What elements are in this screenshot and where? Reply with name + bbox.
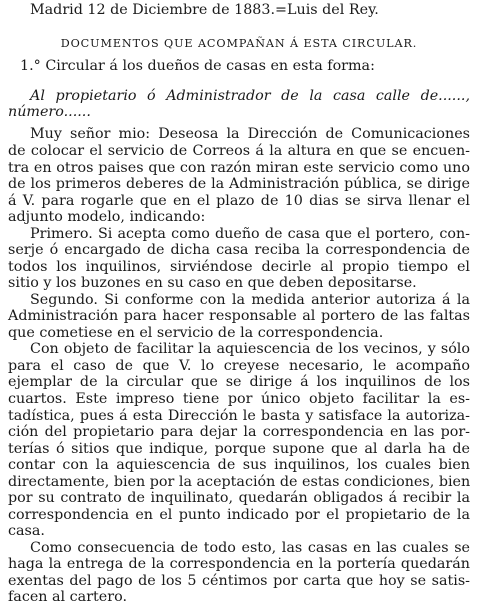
body-line: de los primeros deberes de la Administración pública, se dirige [8, 176, 470, 193]
body-line: facen al cartero. [8, 589, 127, 606]
body-line: por su contrato de inquilinato, quedarán obligados á recibir la [8, 490, 470, 507]
body-line: á V. para rogarle que en el plazo de 10 dias se sirva llenar el [8, 192, 470, 209]
body-line: para el caso de que V. lo creyese necesario, le acompaño [8, 357, 470, 374]
body-line: Primero. Si acepta como dueño de casa que el portero, con- [30, 225, 470, 242]
dateline: Madrid 12 de Diciembre de 1883.=Luis del Rey. [30, 1, 379, 18]
address-line: Al propietario ó Administrador de la casa calle de......, [30, 87, 470, 104]
body-line: todos los inquilinos, sirviéndose decirle al propio tiempo el [8, 258, 470, 275]
body-line: correspondencia en el punto indicado por el propietario de la [8, 506, 470, 523]
body-line: exentas del pago de los 5 céntimos por carta que hoy se satis- [8, 572, 470, 589]
body-line: ción del propietario para dejar la correspondencia en las por- [8, 424, 470, 441]
body-line: de colocar el servicio de Correos á la altura en que se encuen- [8, 142, 470, 159]
body-line: Administración para hacer responsable al portero de las faltas [8, 308, 470, 325]
body-line: Con objeto de facilitar la aquiescencia de los vecinos, y sólo [30, 341, 470, 358]
body-line: contar con la aquiescencia de sus inquilinos, los cuales bien [8, 457, 470, 474]
body-line: ejemplar de la circular que se dirige á los inquilinos de los [8, 374, 470, 391]
body-line: sitio y los buzones en su caso en que deben depositarse. [8, 275, 417, 292]
body-line: cuartos. Este impreso tiene por único objeto facilitar la es- [8, 391, 470, 408]
section-heading: DOCUMENTOS QUE ACOMPAÑAN Á ESTA CIRCULAR. [60, 37, 418, 51]
body-line: tadística, pues á esta Dirección le basta y satisface la autoriza- [8, 407, 470, 424]
body-line: haga la entrega de la correspondencia en la portería quedarán [8, 556, 470, 573]
body-line: casa. [8, 523, 45, 540]
body-line: directamente, bien por la aceptación de estas condiciones, bien [8, 473, 471, 490]
address-line: número...... [8, 104, 91, 121]
body-line: terías ó sitios que indique, porque supone que al darla ha de [8, 440, 470, 457]
body-line: Como consecuencia de todo esto, las casas en las cuales se [30, 539, 470, 556]
body-line: tra en otros paises que con razón miran este servicio como uno [8, 159, 470, 176]
body-line: Segundo. Si conforme con la medida anterior autoriza á la [30, 291, 470, 308]
body-line: Muy señor mio: Deseosa la Dirección de Comunicaciones [30, 126, 470, 143]
body-line: serje ó encargado de dicha casa reciba la correspondencia de [8, 242, 470, 259]
item-heading: 1.° Circular á los dueños de casas en esta forma: [20, 58, 375, 75]
body-line: que cometiese en el servicio de la correspondencia. [8, 324, 384, 341]
body-line: adjunto modelo, indicando: [8, 209, 206, 226]
